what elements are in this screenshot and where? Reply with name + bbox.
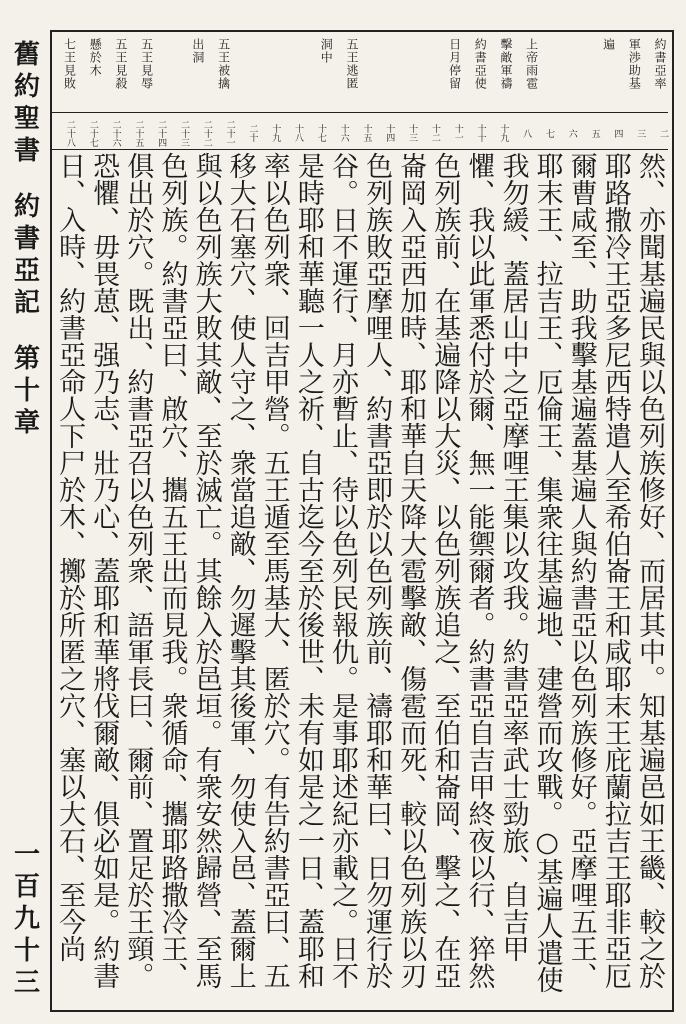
text-column: 與以色列族大敗其敵、至於滅亡。其餘入於邑垣。有衆安然歸營、至馬 bbox=[190, 152, 222, 989]
verse-number: 五 bbox=[589, 128, 600, 138]
verse-number: 四 bbox=[612, 128, 623, 138]
marginal-note: 五王被擒 bbox=[216, 38, 231, 90]
marginal-note: 軍渉助基 bbox=[627, 38, 642, 90]
text-column: 俱出於穴。既出、約書亞召以色列衆、語軍長曰、爾前、置足於王頸。 bbox=[122, 152, 154, 989]
text-column: 耶末王、拉吉王、厄倫王、集衆往基遍地、建營而攻戰。○基遍人遣使 bbox=[531, 152, 563, 993]
marginal-note: 遍 bbox=[601, 38, 616, 51]
text-column: 率以色列衆、回吉甲營。五王遁至馬基大、匿於穴。有告約書亞曰、五 bbox=[258, 152, 290, 989]
text-column: 谷。日不運行、月亦暫止、待以色列民報仇。是事耶述紀亦載之。日不 bbox=[327, 152, 359, 989]
text-column: 崙岡入亞西加時、耶和華自天降大雹擊敵、傷雹而死、較以色列族以刃 bbox=[395, 152, 427, 989]
verse-number: 二十四 bbox=[156, 119, 167, 147]
text-column: 爾曹咸至、助我擊基遍蓋基遍人與約書亞以色列族修好。亞摩哩五王、 bbox=[565, 152, 597, 989]
text-body bbox=[54, 152, 666, 1004]
verse-number: 七 bbox=[543, 128, 554, 138]
text-column: 是時耶和華聽一人之祈、自古迄今至於後世、未有如是之一日、蓋耶和 bbox=[292, 152, 324, 989]
verse-number: 十九 bbox=[498, 124, 509, 142]
text-column: 色列族前、在基遍降以大災、以色列族追之、至伯和崙岡、擊之、在亞 bbox=[429, 152, 461, 989]
verse-number: 十七 bbox=[315, 124, 326, 142]
marginal-note bbox=[360, 32, 386, 112]
text-column: 懼、我以此軍悉付於爾、無一能禦爾者。約書亞自吉甲終夜以行、猝然 bbox=[463, 152, 495, 989]
marginal-note: 日月停留 bbox=[447, 38, 462, 90]
marginal-note: 擊敵軍禱 bbox=[498, 38, 513, 90]
marginal-note bbox=[565, 32, 591, 112]
marginal-notes bbox=[52, 32, 668, 113]
verse-number: 八 bbox=[521, 128, 532, 138]
text-column: 我勿緩、蓋居山中之亞摩哩王集以攻我。約書亞率武士勁旅、自吉甲 bbox=[497, 152, 529, 962]
marginal-note: 約書亞率 bbox=[653, 38, 667, 90]
marginal-note bbox=[155, 32, 181, 112]
marginal-note bbox=[540, 32, 566, 112]
text-column: 恐懼、毋畏葸、强乃志、壯乃心、蓋耶和華將伐爾敵、俱必如是。約書 bbox=[88, 152, 120, 989]
text-column: 色列族。約書亞曰、啟穴、攜五王出而見我。衆循命、攜耶路撒冷王、 bbox=[156, 152, 188, 989]
verse-number: 十四 bbox=[384, 124, 395, 142]
verse-number: 六 bbox=[566, 128, 577, 138]
marginal-note bbox=[232, 32, 258, 112]
marginal-note: 五王見殺 bbox=[113, 38, 128, 90]
marginal-note: 七王見敗 bbox=[62, 38, 77, 90]
verse-number: 十一 bbox=[452, 124, 463, 142]
verse-number: 二十五 bbox=[133, 119, 144, 147]
marginal-note bbox=[283, 32, 309, 112]
marginal-note bbox=[386, 32, 412, 112]
text-column: 日、入時、約書亞命人下尸於木、擲於所匿之穴、塞以大石、至今尚 bbox=[54, 152, 86, 962]
chapter-number: 第十章 bbox=[9, 344, 40, 440]
verse-number: 十二 bbox=[429, 124, 440, 142]
marginal-note: 上帝雨雹 bbox=[524, 38, 539, 90]
marginal-note: 出洞 bbox=[190, 38, 205, 64]
verse-number: 十六 bbox=[338, 124, 349, 142]
text-column: 色列族敗亞摩哩人、約書亞即於以色列族前、禱耶和華曰、日勿運行於 bbox=[361, 152, 393, 989]
verse-number: 二十六 bbox=[110, 119, 121, 147]
running-header bbox=[8, 40, 42, 1000]
verse-number: 十九 bbox=[270, 124, 281, 142]
marginal-note: 五王見辱 bbox=[139, 38, 154, 90]
text-column: 然、亦聞基遍民與以色列族修好、而居其中。知基遍邑如王畿、較之於 bbox=[634, 152, 665, 989]
verse-number: 十五 bbox=[361, 124, 372, 142]
marginal-note: 約書亞使 bbox=[473, 38, 488, 90]
marginal-note bbox=[411, 32, 437, 112]
verse-number: 十八 bbox=[293, 124, 303, 142]
page-number: 一百九十三 bbox=[9, 840, 40, 1000]
verse-number: 二十三 bbox=[178, 119, 189, 147]
marginal-note: 懸於木 bbox=[88, 38, 103, 77]
verse-number: 二十 bbox=[247, 124, 258, 142]
verse-number: 二十八 bbox=[64, 119, 75, 147]
marginal-note bbox=[257, 32, 283, 112]
text-column: 耶路撒冷王亞多尼西特遣人至希伯崙王和咸耶末王庇蘭拉吉王耶非亞厄 bbox=[599, 152, 631, 989]
verse-number: 二十二 bbox=[201, 119, 212, 147]
verse-number: 十十 bbox=[475, 124, 486, 142]
marginal-note: 洞中 bbox=[319, 38, 334, 64]
marginal-note: 五王逃匿 bbox=[344, 38, 359, 90]
verse-number: 十三 bbox=[407, 124, 418, 142]
verse-number: 二十七 bbox=[87, 119, 98, 147]
verse-number-register bbox=[52, 113, 668, 150]
book-title: 舊約聖書 bbox=[9, 40, 40, 168]
chapter-book-title: 約書亞記 bbox=[9, 192, 40, 320]
verse-number: 二十一 bbox=[224, 119, 235, 147]
verse-number: 三 bbox=[635, 128, 646, 138]
verse-number: 二 bbox=[658, 128, 668, 138]
text-column: 移大石塞穴、使人守之、衆當追敵、勿遲擊其後軍、勿使入邑、蓋爾上 bbox=[224, 152, 256, 989]
